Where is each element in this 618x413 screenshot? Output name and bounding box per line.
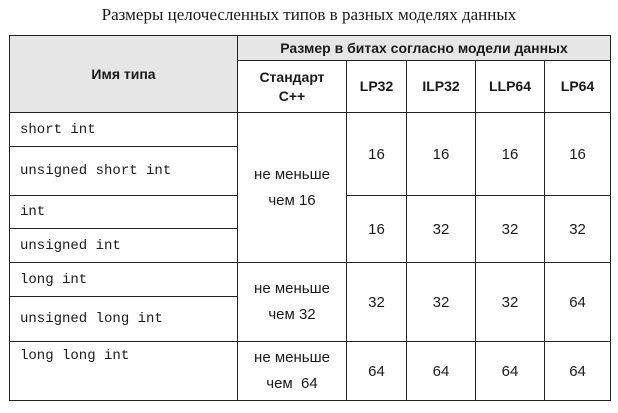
table-row — [10, 263, 611, 297]
type-name-cell: long int — [10, 263, 238, 297]
size-cell-lp32: 16 — [347, 113, 407, 196]
standard-min-16: не меньше чем 16 — [238, 113, 347, 263]
header-model-llp64: LLP64 — [476, 61, 545, 113]
type-name-cell: short int — [10, 113, 238, 147]
type-name-cell: unsigned int — [10, 229, 238, 263]
table-row — [10, 342, 611, 401]
header-type-name: Имя типа — [10, 36, 238, 113]
standard-min-32: не меньше чем 32 — [238, 263, 347, 342]
size-cell-lp32: 64 — [347, 342, 407, 401]
size-cell-lp64: 64 — [545, 263, 611, 342]
size-cell-llp64: 32 — [476, 196, 545, 263]
type-name-cell: long long int — [10, 342, 238, 401]
header-bits-group: Размер в битах согласно модели данных — [238, 36, 611, 61]
size-cell-llp64: 32 — [476, 263, 545, 342]
header-standard-cpp: Стандарт C++ — [238, 61, 347, 113]
size-cell-ilp32: 64 — [407, 342, 476, 401]
size-cell-lp32: 16 — [347, 196, 407, 263]
integer-sizes-table — [9, 35, 611, 401]
table-caption: Размеры целочесленных типов в разных моделях данных — [101, 5, 517, 24]
size-cell-ilp32: 32 — [407, 196, 476, 263]
standard-min-64: не меньше чем 64 — [238, 342, 347, 401]
type-name-cell: unsigned short int — [10, 147, 238, 196]
size-cell-ilp32: 32 — [407, 263, 476, 342]
table-row — [10, 113, 611, 147]
size-cell-lp32: 32 — [347, 263, 407, 342]
header-model-lp32: LP32 — [347, 61, 407, 113]
type-name-cell: unsigned long int — [10, 297, 238, 342]
size-cell-lp64: 64 — [545, 342, 611, 401]
type-name-cell: int — [10, 196, 238, 229]
size-cell-llp64: 64 — [476, 342, 545, 401]
header-model-lp64: LP64 — [545, 61, 611, 113]
size-cell-llp64: 16 — [476, 113, 545, 196]
size-cell-lp64: 32 — [545, 196, 611, 263]
size-cell-ilp32: 16 — [407, 113, 476, 196]
header-model-ilp32: ILP32 — [407, 61, 476, 113]
size-cell-lp64: 16 — [545, 113, 611, 196]
